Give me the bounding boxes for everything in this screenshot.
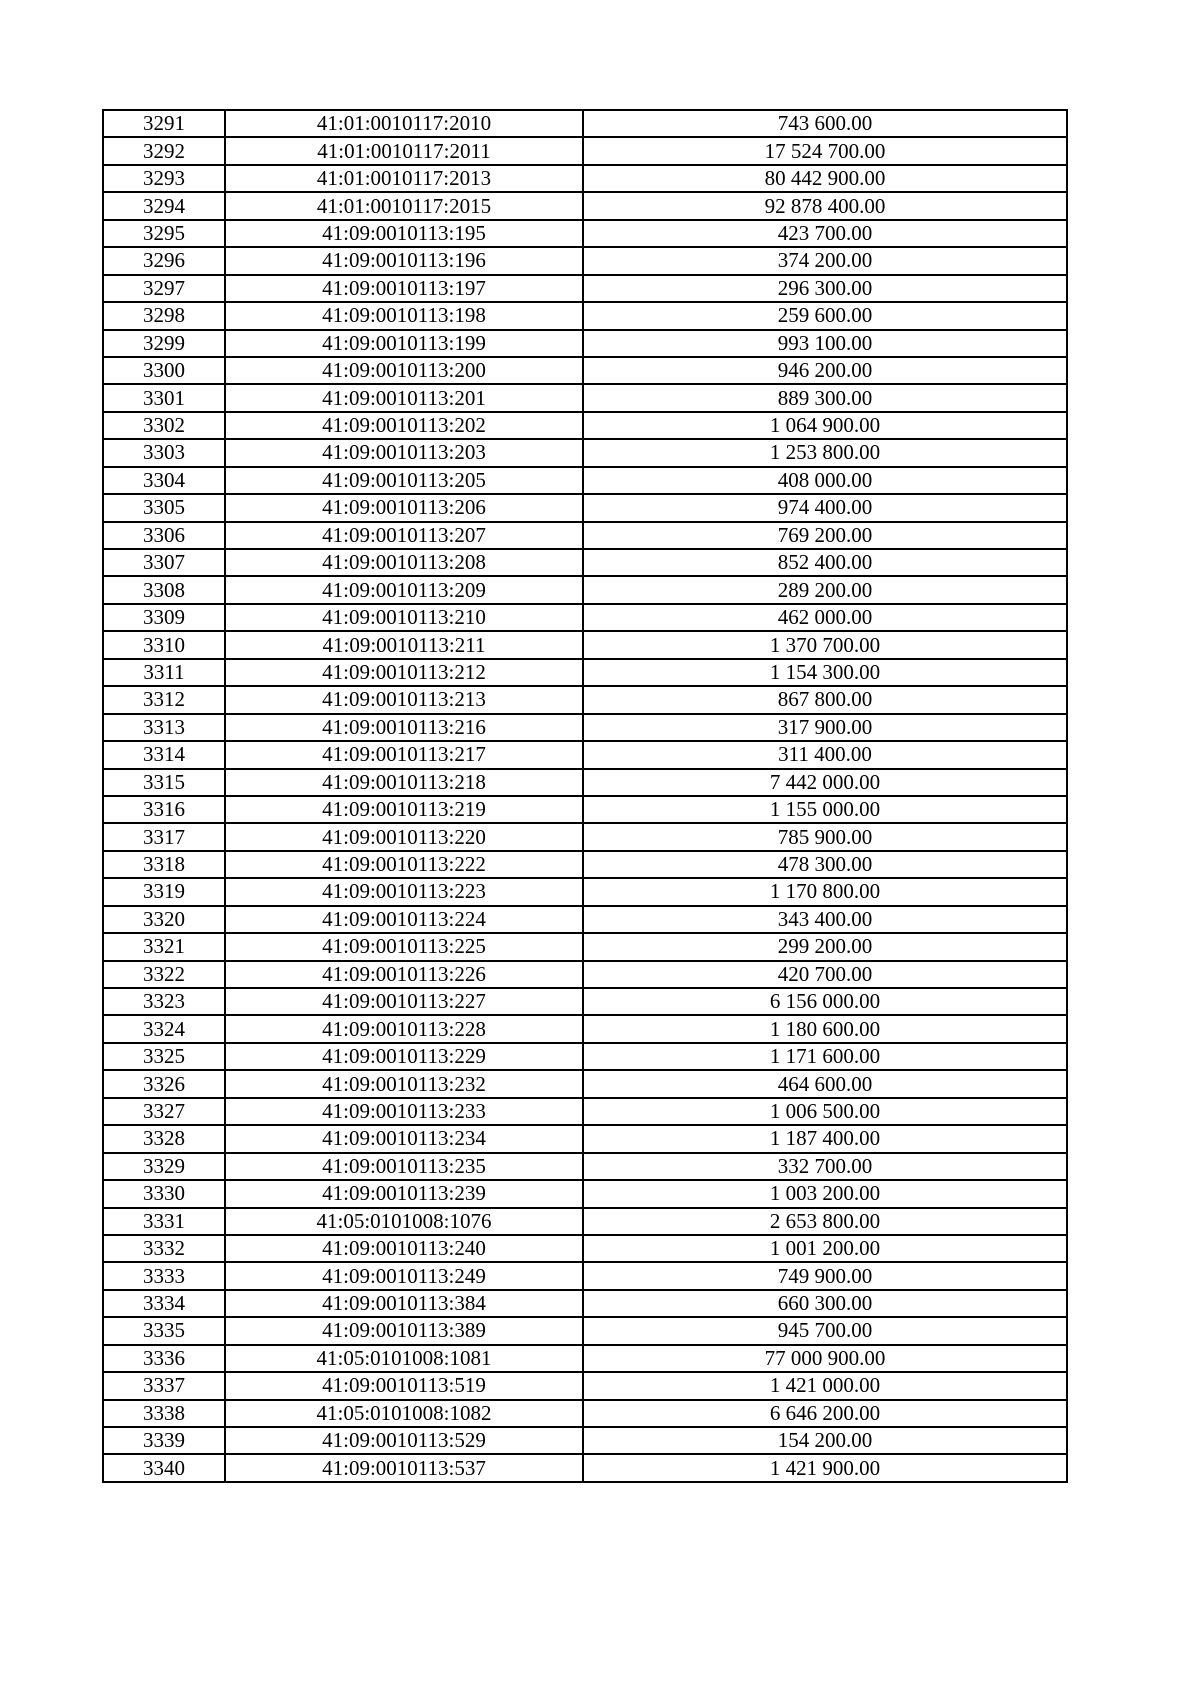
- cadastral-number-cell: 41:09:0010113:212: [225, 659, 583, 686]
- table-row: [103, 1427, 1067, 1454]
- table-row: [103, 1454, 1067, 1481]
- table-row: [103, 1372, 1067, 1399]
- row-number-cell: 3306: [103, 522, 225, 549]
- row-number-cell: 3304: [103, 467, 225, 494]
- table-row: [103, 576, 1067, 603]
- cadastral-value-cell: 154 200.00: [583, 1427, 1067, 1454]
- cadastral-value-cell: 852 400.00: [583, 549, 1067, 576]
- cadastral-value-cell: 80 442 900.00: [583, 165, 1067, 192]
- cadastral-number-cell: 41:09:0010113:196: [225, 247, 583, 274]
- row-number-cell: 3318: [103, 851, 225, 878]
- cadastral-value-cell: 660 300.00: [583, 1290, 1067, 1317]
- row-number-cell: 3300: [103, 357, 225, 384]
- table-row: [103, 220, 1067, 247]
- row-number-cell: 3307: [103, 549, 225, 576]
- cadastral-value-cell: 1 155 000.00: [583, 796, 1067, 823]
- cadastral-number-cell: 41:09:0010113:235: [225, 1153, 583, 1180]
- cadastral-number-cell: 41:09:0010113:229: [225, 1043, 583, 1070]
- cadastral-value-cell: 296 300.00: [583, 275, 1067, 302]
- cadastral-number-cell: 41:01:0010117:2011: [225, 137, 583, 164]
- row-number-cell: 3340: [103, 1454, 225, 1481]
- cadastral-value-cell: 945 700.00: [583, 1317, 1067, 1344]
- row-number-cell: 3332: [103, 1235, 225, 1262]
- cadastral-number-cell: 41:09:0010113:225: [225, 933, 583, 960]
- cadastral-number-cell: 41:09:0010113:228: [225, 1015, 583, 1042]
- cadastral-number-cell: 41:01:0010117:2015: [225, 192, 583, 219]
- cadastral-number-cell: 41:09:0010113:219: [225, 796, 583, 823]
- cadastral-number-cell: 41:01:0010117:2010: [225, 110, 583, 137]
- row-number-cell: 3301: [103, 384, 225, 411]
- cadastral-value-cell: 785 900.00: [583, 823, 1067, 850]
- cadastral-number-cell: 41:09:0010113:201: [225, 384, 583, 411]
- cadastral-number-cell: 41:09:0010113:232: [225, 1070, 583, 1097]
- cadastral-value-cell: 420 700.00: [583, 961, 1067, 988]
- row-number-cell: 3319: [103, 878, 225, 905]
- cadastral-number-cell: 41:09:0010113:217: [225, 741, 583, 768]
- cadastral-value-table: [102, 109, 1068, 1483]
- row-number-cell: 3296: [103, 247, 225, 274]
- row-number-cell: 3313: [103, 714, 225, 741]
- row-number-cell: 3298: [103, 302, 225, 329]
- cadastral-number-cell: 41:09:0010113:220: [225, 823, 583, 850]
- cadastral-number-cell: 41:09:0010113:195: [225, 220, 583, 247]
- row-number-cell: 3327: [103, 1098, 225, 1125]
- row-number-cell: 3316: [103, 796, 225, 823]
- table-row: [103, 412, 1067, 439]
- table-row: [103, 137, 1067, 164]
- cadastral-value-cell: 1 006 500.00: [583, 1098, 1067, 1125]
- cadastral-value-cell: 6 646 200.00: [583, 1400, 1067, 1427]
- table-row: [103, 1153, 1067, 1180]
- cadastral-number-cell: 41:09:0010113:216: [225, 714, 583, 741]
- row-number-cell: 3299: [103, 330, 225, 357]
- cadastral-number-cell: 41:09:0010113:209: [225, 576, 583, 603]
- row-number-cell: 3333: [103, 1262, 225, 1289]
- table-row: [103, 961, 1067, 988]
- cadastral-value-cell: 1 171 600.00: [583, 1043, 1067, 1070]
- row-number-cell: 3305: [103, 494, 225, 521]
- cadastral-number-cell: 41:09:0010113:222: [225, 851, 583, 878]
- row-number-cell: 3334: [103, 1290, 225, 1317]
- row-number-cell: 3310: [103, 631, 225, 658]
- row-number-cell: 3338: [103, 1400, 225, 1427]
- table-row: [103, 1098, 1067, 1125]
- row-number-cell: 3323: [103, 988, 225, 1015]
- table-body: [103, 110, 1067, 1482]
- cadastral-value-cell: 1 253 800.00: [583, 439, 1067, 466]
- cadastral-value-cell: 259 600.00: [583, 302, 1067, 329]
- cadastral-number-cell: 41:09:0010113:198: [225, 302, 583, 329]
- row-number-cell: 3321: [103, 933, 225, 960]
- cadastral-value-cell: 769 200.00: [583, 522, 1067, 549]
- table-row: [103, 1290, 1067, 1317]
- cadastral-value-cell: 6 156 000.00: [583, 988, 1067, 1015]
- cadastral-number-cell: 41:09:0010113:202: [225, 412, 583, 439]
- row-number-cell: 3314: [103, 741, 225, 768]
- cadastral-number-cell: 41:05:0101008:1076: [225, 1208, 583, 1235]
- cadastral-value-cell: 317 900.00: [583, 714, 1067, 741]
- cadastral-value-cell: 749 900.00: [583, 1262, 1067, 1289]
- row-number-cell: 3293: [103, 165, 225, 192]
- table-row: [103, 1400, 1067, 1427]
- row-number-cell: 3297: [103, 275, 225, 302]
- row-number-cell: 3337: [103, 1372, 225, 1399]
- row-number-cell: 3324: [103, 1015, 225, 1042]
- table-row: [103, 933, 1067, 960]
- cadastral-value-cell: 408 000.00: [583, 467, 1067, 494]
- table-row: [103, 1317, 1067, 1344]
- cadastral-number-cell: 41:09:0010113:199: [225, 330, 583, 357]
- cadastral-value-cell: 1 421 000.00: [583, 1372, 1067, 1399]
- cadastral-number-cell: 41:09:0010113:389: [225, 1317, 583, 1344]
- cadastral-value-cell: 343 400.00: [583, 906, 1067, 933]
- row-number-cell: 3325: [103, 1043, 225, 1070]
- row-number-cell: 3292: [103, 137, 225, 164]
- cadastral-number-cell: 41:09:0010113:206: [225, 494, 583, 521]
- row-number-cell: 3335: [103, 1317, 225, 1344]
- cadastral-value-cell: 2 653 800.00: [583, 1208, 1067, 1235]
- cadastral-value-cell: 289 200.00: [583, 576, 1067, 603]
- row-number-cell: 3326: [103, 1070, 225, 1097]
- cadastral-value-cell: 946 200.00: [583, 357, 1067, 384]
- table-row: [103, 275, 1067, 302]
- table-row: [103, 878, 1067, 905]
- table-row: [103, 192, 1067, 219]
- table-row: [103, 247, 1067, 274]
- cadastral-value-cell: 462 000.00: [583, 604, 1067, 631]
- cadastral-number-cell: 41:09:0010113:537: [225, 1454, 583, 1481]
- table-row: [103, 1235, 1067, 1262]
- cadastral-number-cell: 41:09:0010113:207: [225, 522, 583, 549]
- table-row: [103, 1070, 1067, 1097]
- cadastral-value-cell: 311 400.00: [583, 741, 1067, 768]
- table-row: [103, 1015, 1067, 1042]
- table-row: [103, 851, 1067, 878]
- cadastral-value-cell: 17 524 700.00: [583, 137, 1067, 164]
- table-row: [103, 1262, 1067, 1289]
- cadastral-number-cell: 41:05:0101008:1082: [225, 1400, 583, 1427]
- row-number-cell: 3312: [103, 686, 225, 713]
- cadastral-number-cell: 41:09:0010113:205: [225, 467, 583, 494]
- cadastral-number-cell: 41:09:0010113:239: [225, 1180, 583, 1207]
- cadastral-value-cell: 1 154 300.00: [583, 659, 1067, 686]
- cadastral-number-cell: 41:09:0010113:234: [225, 1125, 583, 1152]
- cadastral-number-cell: 41:09:0010113:384: [225, 1290, 583, 1317]
- table-row: [103, 988, 1067, 1015]
- table-row: [103, 823, 1067, 850]
- table-row: [103, 1180, 1067, 1207]
- cadastral-value-cell: 92 878 400.00: [583, 192, 1067, 219]
- table-row: [103, 604, 1067, 631]
- cadastral-number-cell: 41:09:0010113:227: [225, 988, 583, 1015]
- table-row: [103, 384, 1067, 411]
- table-row: [103, 302, 1067, 329]
- cadastral-number-cell: 41:09:0010113:226: [225, 961, 583, 988]
- cadastral-number-cell: 41:05:0101008:1081: [225, 1345, 583, 1372]
- cadastral-value-cell: 867 800.00: [583, 686, 1067, 713]
- table-row: [103, 549, 1067, 576]
- table-row: [103, 467, 1067, 494]
- cadastral-value-cell: 299 200.00: [583, 933, 1067, 960]
- cadastral-value-cell: 332 700.00: [583, 1153, 1067, 1180]
- table-row: [103, 1208, 1067, 1235]
- cadastral-value-cell: 464 600.00: [583, 1070, 1067, 1097]
- cadastral-value-cell: 1 187 400.00: [583, 1125, 1067, 1152]
- cadastral-number-cell: 41:09:0010113:213: [225, 686, 583, 713]
- cadastral-number-cell: 41:09:0010113:519: [225, 1372, 583, 1399]
- row-number-cell: 3308: [103, 576, 225, 603]
- row-number-cell: 3329: [103, 1153, 225, 1180]
- row-number-cell: 3322: [103, 961, 225, 988]
- cadastral-value-cell: 889 300.00: [583, 384, 1067, 411]
- table-row: [103, 686, 1067, 713]
- cadastral-number-cell: 41:09:0010113:240: [225, 1235, 583, 1262]
- row-number-cell: 3294: [103, 192, 225, 219]
- cadastral-value-cell: 993 100.00: [583, 330, 1067, 357]
- cadastral-value-cell: 1 370 700.00: [583, 631, 1067, 658]
- row-number-cell: 3309: [103, 604, 225, 631]
- cadastral-value-cell: 1 421 900.00: [583, 1454, 1067, 1481]
- table-row: [103, 494, 1067, 521]
- cadastral-value-cell: 77 000 900.00: [583, 1345, 1067, 1372]
- cadastral-number-cell: 41:09:0010113:210: [225, 604, 583, 631]
- cadastral-value-cell: 423 700.00: [583, 220, 1067, 247]
- cadastral-number-cell: 41:09:0010113:208: [225, 549, 583, 576]
- cadastral-value-cell: 743 600.00: [583, 110, 1067, 137]
- cadastral-number-cell: 41:09:0010113:249: [225, 1262, 583, 1289]
- cadastral-number-cell: 41:09:0010113:218: [225, 769, 583, 796]
- table-row: [103, 110, 1067, 137]
- row-number-cell: 3336: [103, 1345, 225, 1372]
- table-row: [103, 796, 1067, 823]
- table-row: [103, 906, 1067, 933]
- cadastral-value-cell: 974 400.00: [583, 494, 1067, 521]
- cadastral-value-cell: 1 180 600.00: [583, 1015, 1067, 1042]
- cadastral-number-cell: 41:01:0010117:2013: [225, 165, 583, 192]
- cadastral-value-cell: 7 442 000.00: [583, 769, 1067, 796]
- cadastral-number-cell: 41:09:0010113:211: [225, 631, 583, 658]
- table-row: [103, 522, 1067, 549]
- cadastral-number-cell: 41:09:0010113:233: [225, 1098, 583, 1125]
- row-number-cell: 3311: [103, 659, 225, 686]
- table-row: [103, 1125, 1067, 1152]
- cadastral-value-cell: 1 003 200.00: [583, 1180, 1067, 1207]
- table-row: [103, 439, 1067, 466]
- cadastral-value-cell: 374 200.00: [583, 247, 1067, 274]
- row-number-cell: 3291: [103, 110, 225, 137]
- table-row: [103, 1043, 1067, 1070]
- cadastral-number-cell: 41:09:0010113:203: [225, 439, 583, 466]
- row-number-cell: 3328: [103, 1125, 225, 1152]
- table-row: [103, 714, 1067, 741]
- table-row: [103, 330, 1067, 357]
- cadastral-number-cell: 41:09:0010113:224: [225, 906, 583, 933]
- table-row: [103, 631, 1067, 658]
- cadastral-value-cell: 478 300.00: [583, 851, 1067, 878]
- table-row: [103, 741, 1067, 768]
- cadastral-value-cell: 1 001 200.00: [583, 1235, 1067, 1262]
- table-row: [103, 1345, 1067, 1372]
- row-number-cell: 3339: [103, 1427, 225, 1454]
- cadastral-value-cell: 1 170 800.00: [583, 878, 1067, 905]
- row-number-cell: 3320: [103, 906, 225, 933]
- table-row: [103, 165, 1067, 192]
- row-number-cell: 3315: [103, 769, 225, 796]
- row-number-cell: 3331: [103, 1208, 225, 1235]
- row-number-cell: 3303: [103, 439, 225, 466]
- cadastral-value-cell: 1 064 900.00: [583, 412, 1067, 439]
- cadastral-number-cell: 41:09:0010113:197: [225, 275, 583, 302]
- row-number-cell: 3295: [103, 220, 225, 247]
- cadastral-number-cell: 41:09:0010113:223: [225, 878, 583, 905]
- table-row: [103, 769, 1067, 796]
- row-number-cell: 3317: [103, 823, 225, 850]
- row-number-cell: 3302: [103, 412, 225, 439]
- table-row: [103, 659, 1067, 686]
- row-number-cell: 3330: [103, 1180, 225, 1207]
- cadastral-number-cell: 41:09:0010113:529: [225, 1427, 583, 1454]
- cadastral-number-cell: 41:09:0010113:200: [225, 357, 583, 384]
- table-row: [103, 357, 1067, 384]
